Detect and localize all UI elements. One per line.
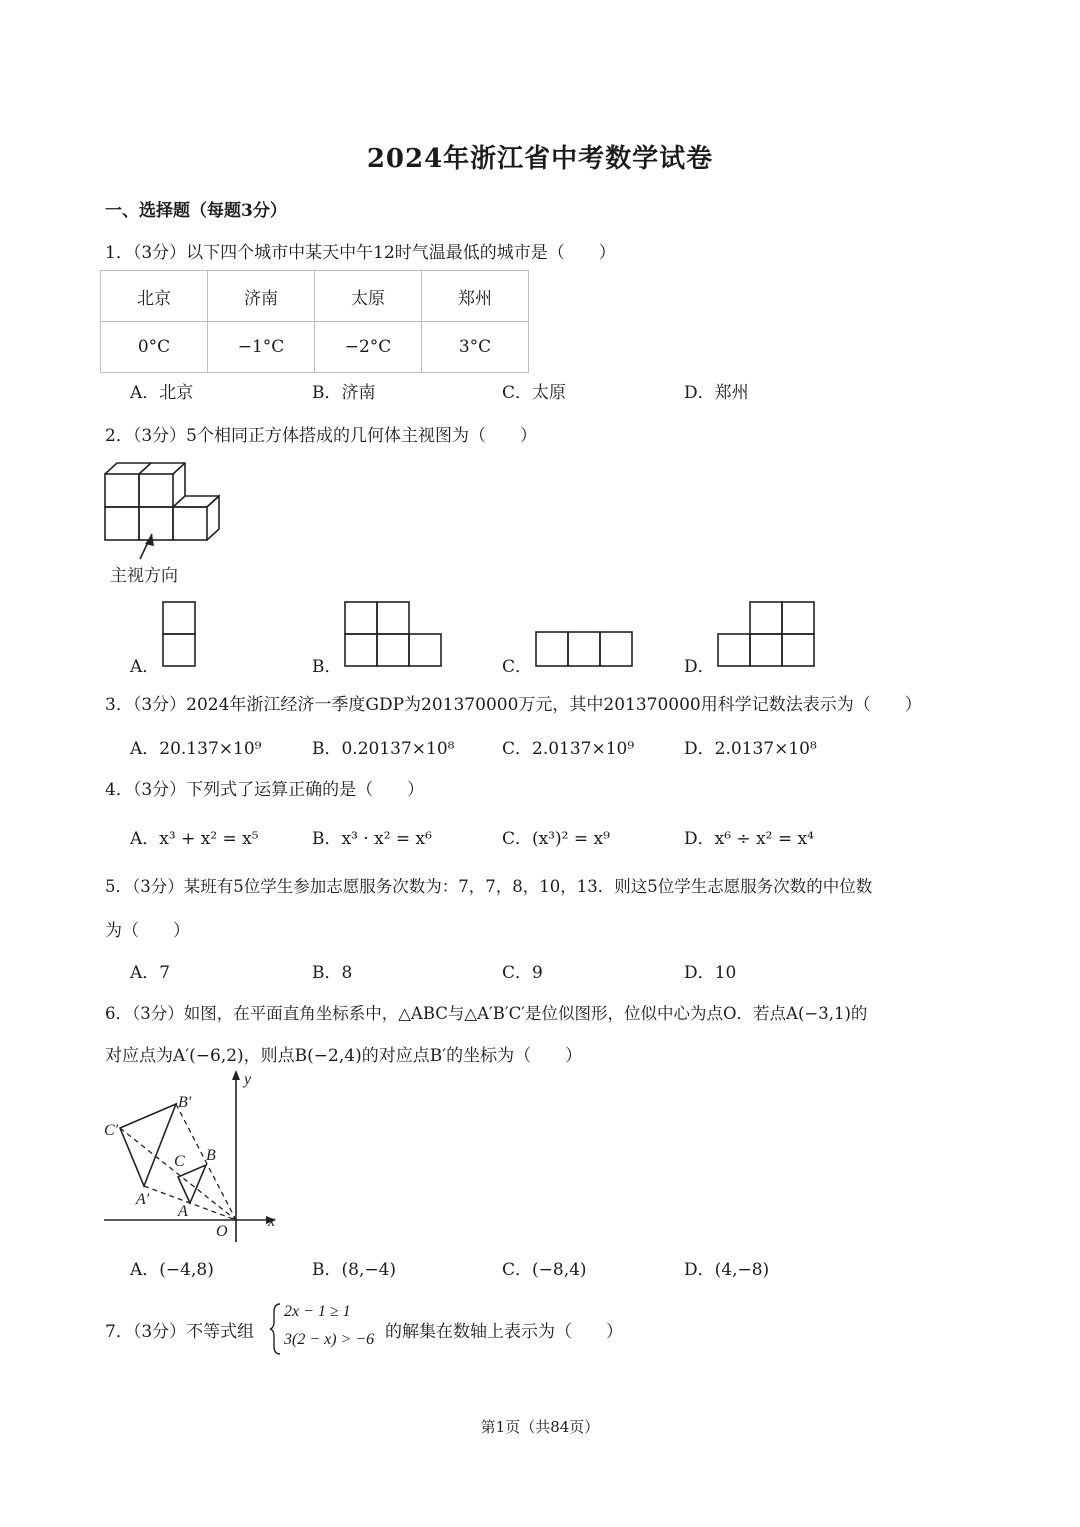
option-c[interactable]: C．太原 [502,383,567,403]
question-7-stem-suffix: 的解集在数轴上表示为（ ） [385,1322,623,1342]
origin-label: O [216,1223,228,1240]
option-a[interactable]: A． [130,657,160,677]
temperature-table [100,270,529,373]
question-3-stem: 3．（3分）2024年浙江经济一季度GDP为201370000万元，其中201370000用科学记数法表示为（ ） [105,695,922,715]
option-c[interactable]: C．(x³)² = x⁹ [502,829,610,849]
table-header-row [101,271,529,322]
point-c-label: C [174,1153,185,1170]
table-cell: 3°C [422,322,529,373]
point-b-prime-label: B′ [178,1094,192,1111]
question-7-stem-prefix: 7．（3分）不等式组 [105,1322,255,1342]
similar-triangles-figure [100,1070,290,1245]
option-c[interactable]: C．(−8,4) [502,1260,587,1280]
table-cell: 郑州 [422,271,529,322]
question-6-stem-line1: 6．（3分）如图，在平面直角坐标系中，△ABC与△A′B′C′是位似图形，位似中心为点O．若点A(−3,1)的 [105,1004,868,1023]
system-line-2: 3(2 − x) > −6 [284,1331,375,1348]
option-a[interactable]: A．北京 [130,383,194,403]
option-b[interactable]: B．(8,−4) [312,1260,397,1280]
y-axis-label: y [244,1071,252,1088]
option-d[interactable]: D．(4,−8) [684,1260,770,1280]
table-cell: 济南 [208,271,315,322]
option-b[interactable]: B．济南 [312,383,376,403]
table-cell: 0°C [101,322,208,373]
point-a-prime-label: A′ [136,1191,150,1208]
option-b-figure [343,600,447,670]
system-brace [268,1302,284,1356]
question-5-stem-line1: 5．（3分）某班有5位学生参加志愿服务次数为：7，7，8，10，13．则这5位学生志愿服务次数的中位数 [105,877,873,896]
table-cell: −2°C [315,322,422,373]
option-a[interactable]: A．20.137×10⁹ [130,739,262,759]
direction-label: 主视方向 [110,566,178,585]
system-line-1: 2x − 1 ≥ 1 [284,1303,351,1320]
option-a[interactable]: A．x³ + x² = x⁵ [130,829,259,849]
option-c[interactable]: C．9 [502,963,543,983]
question-5-stem-line2: 为（ ） [105,921,190,941]
option-a[interactable]: A．(−4,8) [130,1260,214,1280]
option-d[interactable]: D．10 [684,963,737,983]
option-b[interactable]: B．x³ · x² = x⁶ [312,829,432,849]
page-footer: 第1页（共84页） [480,1418,600,1436]
question-4-stem: 4．（3分）下列式了运算正确的是（ ） [105,780,425,800]
option-c[interactable]: C．2.0137×10⁹ [502,739,635,759]
page-title: 2024年浙江省中考数学试卷 [366,144,714,174]
table-row [101,322,529,373]
section-heading: 一、选择题（每题3分） [105,201,287,221]
table-cell: −1°C [208,322,315,373]
option-d[interactable]: D．郑州 [684,383,749,403]
option-d-figure [716,600,820,670]
table-cell: 太原 [315,271,422,322]
option-a[interactable]: A．7 [130,963,171,983]
point-a-label: A [178,1203,188,1220]
option-b[interactable]: B．0.20137×10⁸ [312,739,455,759]
cube-stack-figure [98,460,228,590]
option-d[interactable]: D． [684,657,715,677]
option-a-figure [160,600,200,670]
option-d[interactable]: D．2.0137×10⁸ [684,739,817,759]
point-b-label: B [206,1147,216,1164]
question-6-stem-line2: 对应点为A′(−6,2)，则点B(−2,4)的对应点B′的坐标为（ ） [105,1046,583,1066]
x-axis-label: x [268,1213,276,1230]
option-d[interactable]: D．x⁶ ÷ x² = x⁴ [684,829,814,849]
point-c-prime-label: C′ [104,1122,119,1139]
question-2-stem: 2．（3分）5个相同正方体搭成的几何体主视图为（ ） [105,426,537,446]
option-b[interactable]: B． [312,657,342,677]
option-c[interactable]: C． [502,657,533,677]
option-b[interactable]: B．8 [312,963,353,983]
option-c-figure [534,630,638,670]
table-cell: 北京 [101,271,208,322]
question-1-stem: 1．（3分）以下四个城市中某天中午12时气温最低的城市是（ ） [105,243,616,263]
